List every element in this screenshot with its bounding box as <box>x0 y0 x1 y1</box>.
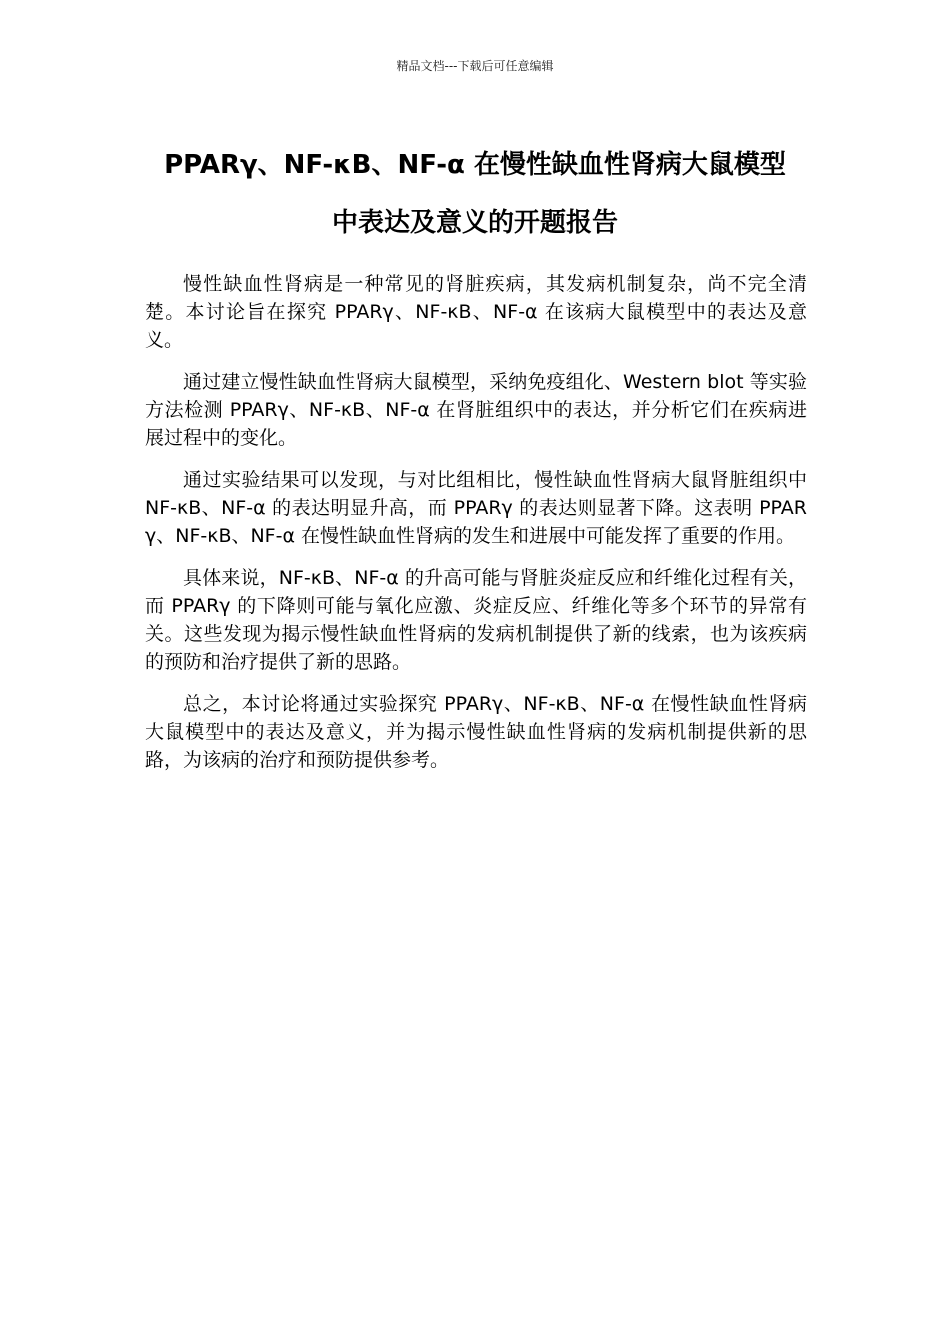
paragraph-3: 通过实验结果可以发现，与对比组相比，慢性缺血性肾病大鼠肾脏组织中 NF-κB、NF-α 的表达明显升高，而 PPARγ 的表达则显著下降。这表明 PPARγ、NF-κB、NF-α 在慢性缺血性肾病的发生和进展中可能发挥了重要的作用。 <box>145 469 807 547</box>
title-line-1: PPARγ、NF-κB、NF-α 在慢性缺血性肾病大鼠模型 <box>164 150 786 180</box>
document-body <box>145 270 807 788</box>
header-note: 精品文档---下载后可任意编辑 <box>396 59 554 73</box>
paragraph-5: 总之，本讨论将通过实验探究 PPARγ、NF-κB、NF-α 在慢性缺血性肾病大鼠模型中的表达及意义，并为揭示慢性缺血性肾病的发病机制提供新的思路，为该病的治疗和预防提供参考。 <box>145 693 807 771</box>
document-title <box>100 136 850 252</box>
paragraph-2: 通过建立慢性缺血性肾病大鼠模型，采纳免疫组化、Western blot 等实验方法检测 PPARγ、NF-κB、NF-α 在肾脏组织中的表达，并分析它们在疾病进展过程中的变化。 <box>145 371 807 449</box>
paragraph-1: 慢性缺血性肾病是一种常见的肾脏疾病，其发病机制复杂，尚不完全清楚。本讨论旨在探究 PPARγ、NF-κB、NF-α 在该病大鼠模型中的表达及意义。 <box>145 273 807 351</box>
paragraph-4: 具体来说，NF-κB、NF-α 的升高可能与肾脏炎症反应和纤维化过程有关，而 PPARγ 的下降则可能与氧化应激、炎症反应、纤维化等多个环节的异常有关。这些发现为揭示慢性缺血性肾病的发病机制提供了新的线索，也为该疾病的预防和治疗提供了新的思路。 <box>145 567 807 673</box>
title-line-2: 中表达及意义的开题报告 <box>331 208 618 238</box>
